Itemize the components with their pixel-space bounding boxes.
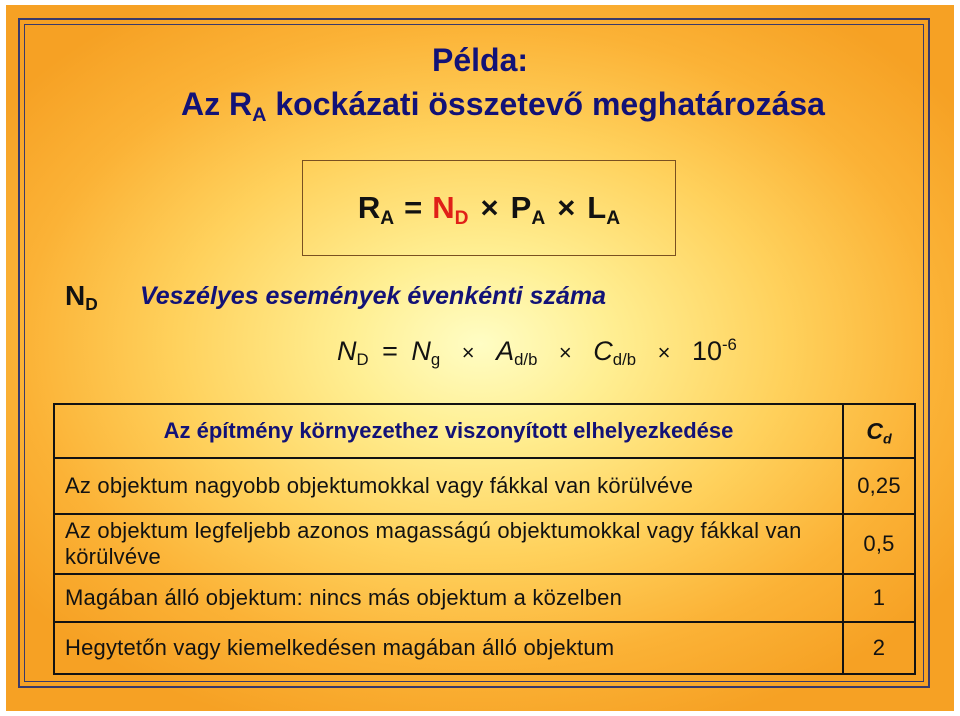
formula-lhs: $R_A$ <box>357 190 395 229</box>
multiply-icon: × <box>461 340 475 365</box>
row-label: Magában álló objektum: nincs más objektum a közelben <box>54 574 843 622</box>
title-line-1: Példa: <box>431 42 529 78</box>
row-label: Az objektum legfeljebb azonos magasságú objektumokkal vagy fákkal van körülvéve <box>54 514 843 574</box>
row-value: 0,5 <box>843 514 915 574</box>
nd-description: Veszélyes események évenkénti száma <box>140 282 607 310</box>
nd-formula: $N_D = N_g \times A_{d/b} \times C_{d/b} \times 10^{-6}$ <box>337 334 737 370</box>
title-line-2: Az $R_A$ kockázati összetevő meghatározása <box>181 86 825 126</box>
cd-table <box>53 403 916 675</box>
formula-equals: = <box>404 190 423 225</box>
row-value: 0,25 <box>843 458 915 514</box>
row-value: 1 <box>843 574 915 622</box>
formula-nd-term: $N_D$ <box>432 190 469 229</box>
table-row <box>54 574 915 622</box>
table-header-row <box>54 404 915 458</box>
table-row <box>54 514 915 574</box>
formula-la-term: $L_A$ <box>587 190 621 229</box>
multiply-icon: × <box>557 190 576 225</box>
row-label: Hegytetőn vagy kiemelkedésen magában álló objektum <box>54 622 843 674</box>
table-header-cd: $C_d$ <box>843 404 915 458</box>
multiply-icon: × <box>480 190 499 225</box>
nd-symbol: $N_D$ <box>65 280 98 315</box>
row-label: Az objektum nagyobb objektumokkal vagy fákkal van körülvéve <box>54 458 843 514</box>
table-row <box>54 458 915 514</box>
table-row <box>54 622 915 674</box>
main-formula-box <box>302 160 676 256</box>
table-header-location: Az építmény környezethez viszonyított elhelyezkedése <box>54 404 843 458</box>
multiply-icon: × <box>558 340 572 365</box>
row-value: 2 <box>843 622 915 674</box>
formula-pa-term: $P_A$ <box>510 190 546 229</box>
multiply-icon: × <box>657 340 671 365</box>
